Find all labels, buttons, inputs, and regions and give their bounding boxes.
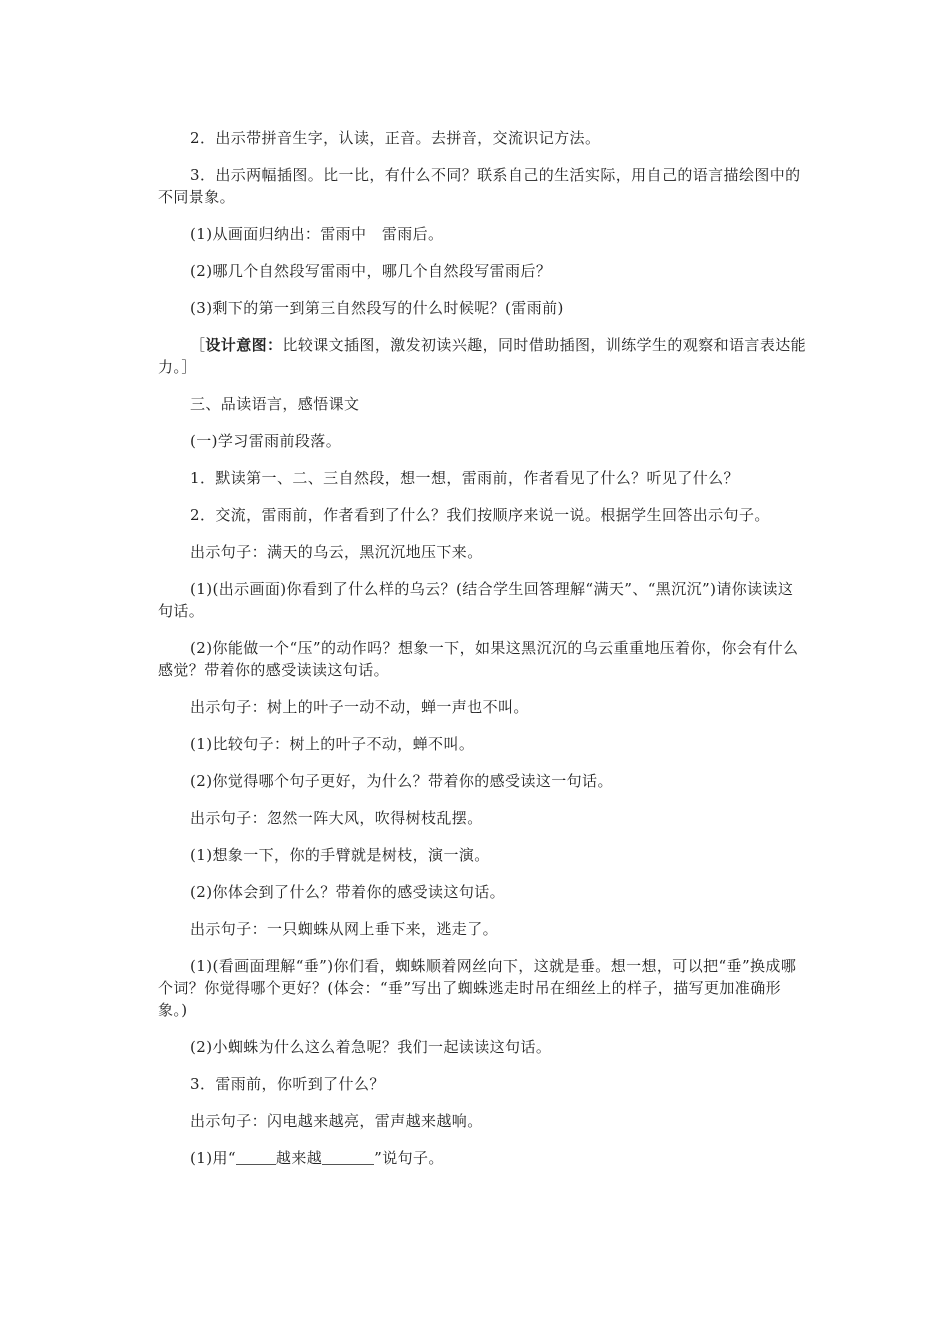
fill-in-prefix: (1)用“ (190, 1149, 236, 1167)
paragraph: 出示句子：忽然一阵大风，吹得树枝乱摆。 (190, 809, 483, 827)
design-note-open: ［ (190, 336, 206, 354)
paragraph: (1)比较句子：树上的叶子不动，蝉不叫。 (190, 735, 475, 753)
paragraph: 3．出示两幅插图。比一比，有什么不同？联系自己的生活实际，用自己的语言描绘图中的不同景象。 (158, 166, 801, 206)
paragraph: 出示句子：树上的叶子一动不动，蝉一声也不叫。 (190, 698, 529, 716)
paragraph: 3．雷雨前，你听到了什么？ (190, 1075, 385, 1093)
paragraph: (2)哪几个自然段写雷雨中，哪几个自然段写雷雨后？ (190, 262, 552, 280)
fill-in-sentence (158, 1147, 808, 1169)
paragraph: (3)剩下的第一到第三自然段写的什么时候呢？(雷雨前) (190, 299, 564, 317)
design-note (158, 334, 808, 378)
paragraph: 1．默读第一、二、三自然段，想一想，雷雨前，作者看见了什么？听见了什么？ (190, 469, 739, 487)
design-note-close: ］ (181, 358, 197, 376)
paragraph: (2)你能做一个“压”的动作吗？想象一下，如果这黑沉沉的乌云重重地压着你，你会有什么感觉？带着你的感受读读这句话。 (158, 639, 799, 679)
paragraph: (1)(看画面理解“垂”)你们看，蜘蛛顺着网丝向下，这就是垂。想一想，可以把“垂”换成哪个词？你觉得哪个更好？(体会：“垂”写出了蜘蛛逃走时吊在细丝上的样子，描写更加准确形象。) (158, 957, 797, 1019)
paragraph: 2．出示带拼音生字，认读，正音。去拼音，交流识记方法。 (190, 129, 601, 147)
document-body (158, 127, 808, 1184)
paragraph: 出示句子：一只蜘蛛从网上垂下来，逃走了。 (190, 920, 499, 938)
fill-in-blank (236, 1149, 276, 1165)
paragraph: (1)(出示画面)你看到了什么样的乌云？(结合学生回答理解“满天”、“黑沉沉”)请你读读这句话。 (158, 580, 794, 620)
paragraph: (1)想象一下，你的手臂就是树枝，演一演。 (190, 846, 490, 864)
section-heading: 三、品读语言，感悟课文 (190, 395, 360, 413)
design-note-text: 比较课文插图，激发初读兴趣，同时借助插图，训练学生的观察和语言表达能力。 (158, 336, 807, 376)
fill-in-suffix: ”说句子。 (374, 1149, 444, 1167)
paragraph: 出示句子：闪电越来越亮，雷声越来越响。 (190, 1112, 483, 1130)
paragraph: (2)你觉得哪个句子更好，为什么？带着你的感受读这一句话。 (190, 772, 613, 790)
paragraph: (2)你体会到了什么？带着你的感受读这句话。 (190, 883, 506, 901)
subsection-heading: (一)学习雷雨前段落。 (190, 432, 342, 450)
paragraph: 2．交流，雷雨前，作者看到了什么？我们按顺序来说一说。根据学生回答出示句子。 (190, 506, 770, 524)
fill-in-blank (322, 1149, 374, 1165)
paragraph: (1)从画面归纳出：雷雨中 雷雨后。 (190, 225, 444, 243)
fill-in-middle: 越来越 (275, 1149, 323, 1167)
paragraph: (2)小蜘蛛为什么这么着急呢？我们一起读读这句话。 (190, 1038, 552, 1056)
design-note-label: 设计意图： (205, 336, 283, 354)
paragraph: 出示句子：满天的乌云，黑沉沉地压下来。 (190, 543, 483, 561)
